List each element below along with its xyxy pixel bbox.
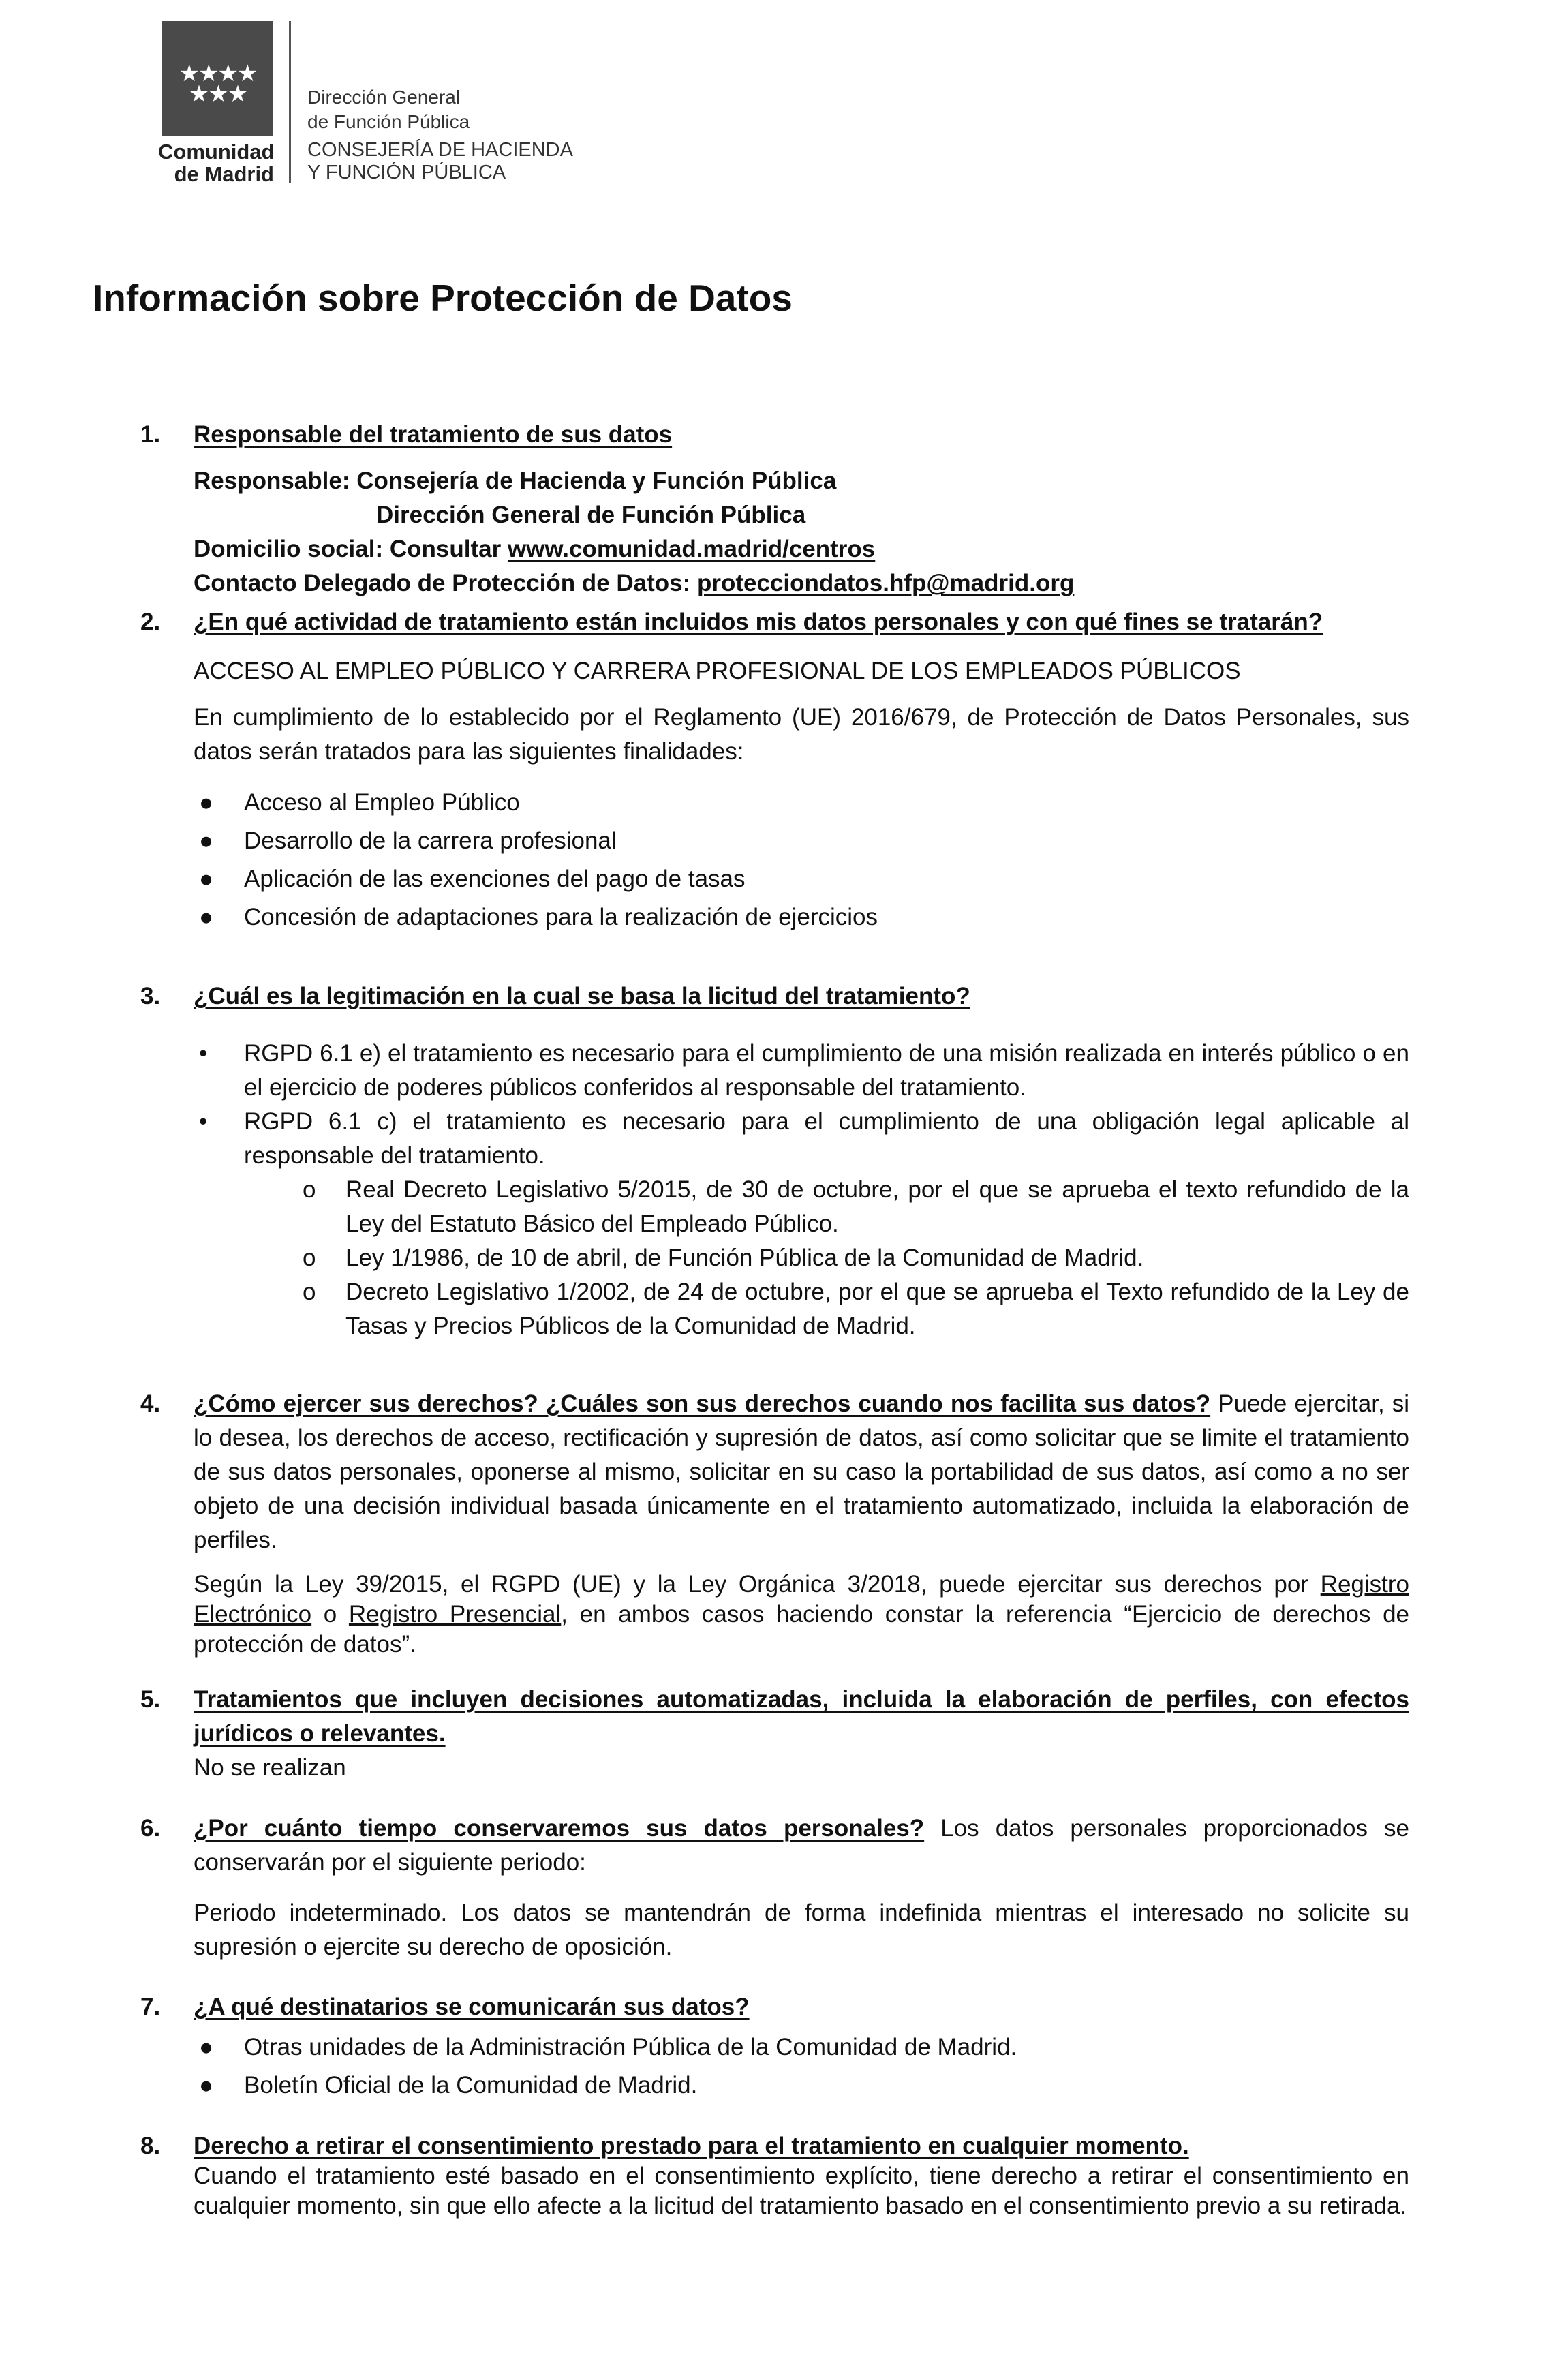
section-number: 6.: [140, 1815, 161, 1842]
section-heading: ¿Por cuánto tiempo conservaremos sus datos personales?: [194, 1815, 925, 1842]
list-item: [303, 1275, 1409, 1343]
rights-paragraph: [194, 1387, 1409, 1557]
bullet-icon: •: [199, 1108, 208, 1135]
section-heading: Responsable del tratamiento de sus datos: [194, 421, 673, 448]
list-item-text: Real Decreto Legislativo 5/2015, de 30 de octubre, por el que se aprueba el texto refundido de la Ley del Estatuto Básico del Empleado Público.: [345, 1176, 1409, 1237]
recipients-list: [199, 2028, 1409, 2105]
logo-directorate: [307, 85, 470, 134]
logo-text: de Función Pública: [307, 111, 470, 132]
list-item: [199, 2066, 1409, 2105]
logo-ministry: [307, 139, 573, 184]
list-item: [199, 2028, 1409, 2066]
list-item-text: Boletín Oficial de la Comunidad de Madrid.: [244, 2072, 698, 2099]
logo-name-line: Comunidad: [158, 140, 275, 164]
section-number: 2.: [140, 609, 161, 635]
registro-presencial-link[interactable]: Registro Presencial: [348, 1601, 562, 1628]
procedure-text: Según la Ley 39/2015, el RGPD (UE) y la Ley Orgánica 3/2018, puede ejercitar sus derechos por: [194, 1571, 1321, 1598]
list-item: [303, 1241, 1409, 1275]
procedure-text: , en ambos casos haciendo constar la referencia “Ejercicio de derechos de protección de datos”.: [194, 1601, 1409, 1658]
circle-bullet-icon: o: [303, 1176, 316, 1203]
list-item: [199, 1037, 1409, 1105]
responsible-directorate: Dirección General de Función Pública: [376, 502, 806, 528]
list-item-text: Decreto Legislativo 1/2002, de 24 de octubre, por el que se aprueba el Texto refundido de la Ley de Tasas y Precios Públicos de la Comunidad de Madrid.: [345, 1279, 1409, 1339]
bullet-icon: ●: [199, 904, 214, 930]
list-item: [199, 898, 1409, 936]
section-number: 4.: [140, 1390, 161, 1417]
circle-bullet-icon: o: [303, 1279, 316, 1305]
list-item: [199, 1105, 1409, 1173]
logo-name: [158, 140, 274, 185]
stars-icon: ★★★★: [179, 61, 257, 87]
section-text: Cuando el tratamiento esté basado en el consentimiento explícito, tiene derecho a retirar el consentimiento en cualquier momento, sin que ello afecte a la licitud del tratamiento basado en el consentimiento previo a su retirada.: [194, 2163, 1409, 2219]
rights-text: Puede ejercitar, si lo desea, los derechos de acceso, rectificación y supresión de datos, así como solicitar que se limite el tratamiento de sus datos personales, oponerse al mismo, solicitar en su caso la portabilidad de sus datos, así como a no ser objeto de una decisión individual basada únicamente en el tratamiento automatizado, incluida la elaboración de perfiles.: [194, 1390, 1409, 1553]
list-item: [199, 784, 1409, 822]
logo-emblem: [162, 21, 273, 136]
list-item: [199, 860, 1409, 898]
list-item: [303, 1173, 1409, 1241]
registro-electronico-link[interactable]: Registro Electrónico: [194, 1571, 1409, 1628]
section-text: Los datos personales proporcionados se conservarán por el siguiente periodo:: [194, 1815, 1409, 1876]
address: [194, 532, 1409, 566]
bullet-icon: ●: [199, 2034, 214, 2060]
section-number: 7.: [140, 1994, 161, 2020]
section-heading: ¿Cómo ejercer sus derechos? ¿Cuáles son sus derechos cuando nos facilita sus datos?: [194, 1390, 1211, 1417]
address-label: Domicilio social: Consultar: [194, 536, 508, 562]
list-item-text: Ley 1/1986, de 10 de abril, de Función Pública de la Comunidad de Madrid.: [345, 1245, 1144, 1271]
page-title: Información sobre Protección de Datos: [93, 277, 793, 319]
section-2: [0, 605, 1551, 936]
section-heading: ¿A qué destinatarios se comunicarán sus datos?: [194, 1994, 750, 2020]
logo-divider: [289, 21, 291, 183]
section-5: [0, 1683, 1551, 1785]
section-3: [0, 979, 1551, 1343]
list-item-text: RGPD 6.1 e) el tratamiento es necesario para el cumplimiento de una misión realizada en interés público o en el ejercicio de poderes públicos conferidos al responsable del tratamiento.: [244, 1040, 1409, 1101]
bullet-icon: •: [199, 1040, 208, 1067]
purposes-list: [199, 784, 1409, 936]
section-6: [0, 1812, 1551, 1964]
logo-text: Y FUNCIÓN PÚBLICA: [307, 162, 506, 183]
logo-text: CONSEJERÍA DE HACIENDA: [307, 139, 573, 161]
section-heading: Derecho a retirar el consentimiento prestado para el tratamiento en cualquier momento.: [194, 2133, 1189, 2159]
centros-link[interactable]: www.comunidad.madrid/centros: [507, 536, 876, 562]
dpo-contact: [194, 566, 1409, 600]
responsible: Responsable: Consejería de Hacienda y Función Pública: [194, 468, 837, 494]
bullet-icon: ●: [199, 827, 214, 854]
bullet-icon: ●: [199, 2072, 214, 2099]
intro-text: En cumplimiento de lo establecido por el Reglamento (UE) 2016/679, de Protección de Datos Personales, sus datos serán tratados para las siguientes finalidades:: [194, 704, 1409, 765]
activity-name: ACCESO AL EMPLEO PÚBLICO Y CARRERA PROFESIONAL DE LOS EMPLEADOS PÚBLICOS: [194, 658, 1241, 684]
section-heading: ¿Cuál es la legitimación en la cual se basa la licitud del tratamiento?: [194, 983, 970, 1009]
logo-name-line: de Madrid: [174, 162, 274, 186]
section-8: [0, 2131, 1551, 2221]
list-item-text: Aplicación de las exenciones del pago de tasas: [244, 866, 746, 892]
dpo-email-link[interactable]: protecciondatos.hfp@madrid.org: [697, 570, 1075, 596]
circle-bullet-icon: o: [303, 1245, 316, 1271]
section-text: No se realizan: [194, 1754, 346, 1781]
list-item-text: Concesión de adaptaciones para la realización de ejercicios: [244, 904, 878, 930]
stars-icon: ★★★: [188, 81, 247, 107]
list-item-text: Desarrollo de la carrera profesional: [244, 827, 617, 854]
section-number: 5.: [140, 1686, 161, 1713]
contact-label: Contacto Delegado de Protección de Datos:: [194, 570, 697, 596]
logo-text: Dirección General: [307, 87, 461, 108]
list-item-text: Acceso al Empleo Público: [244, 789, 520, 816]
retention-period: Periodo indeterminado. Los datos se mantendrán de forma indefinida mientras el interesado no solicite su supresión o ejercite su derecho de oposición.: [194, 1900, 1409, 1960]
list-item-text: RGPD 6.1 c) el tratamiento es necesario para el cumplimiento de una obligación legal aplicable al responsable del tratamiento.: [244, 1108, 1409, 1169]
section-heading: Tratamientos que incluyen decisiones automatizadas, incluida la elaboración de perfiles, con efectos jurídicos o relevantes.: [194, 1686, 1409, 1747]
section-4: [0, 1387, 1551, 1660]
section-number: 1.: [140, 421, 161, 448]
section-number: 3.: [140, 983, 161, 1009]
list-item: [199, 822, 1409, 860]
retention-paragraph: [194, 1812, 1409, 1880]
section-number: 8.: [140, 2133, 161, 2159]
bullet-icon: ●: [199, 789, 214, 816]
list-item-text: Otras unidades de la Administración Pública de la Comunidad de Madrid.: [244, 2034, 1017, 2060]
laws-list: [303, 1173, 1409, 1343]
section-7: [0, 1990, 1551, 2105]
procedure-text: o: [311, 1601, 349, 1628]
section-1: [0, 418, 1551, 600]
bullet-icon: ●: [199, 866, 214, 892]
rights-procedure: [194, 1570, 1409, 1660]
section-heading: ¿En qué actividad de tratamiento están incluidos mis datos personales y con qué fines se tratarán?: [194, 609, 1323, 635]
legal-basis-list: [199, 1037, 1409, 1173]
